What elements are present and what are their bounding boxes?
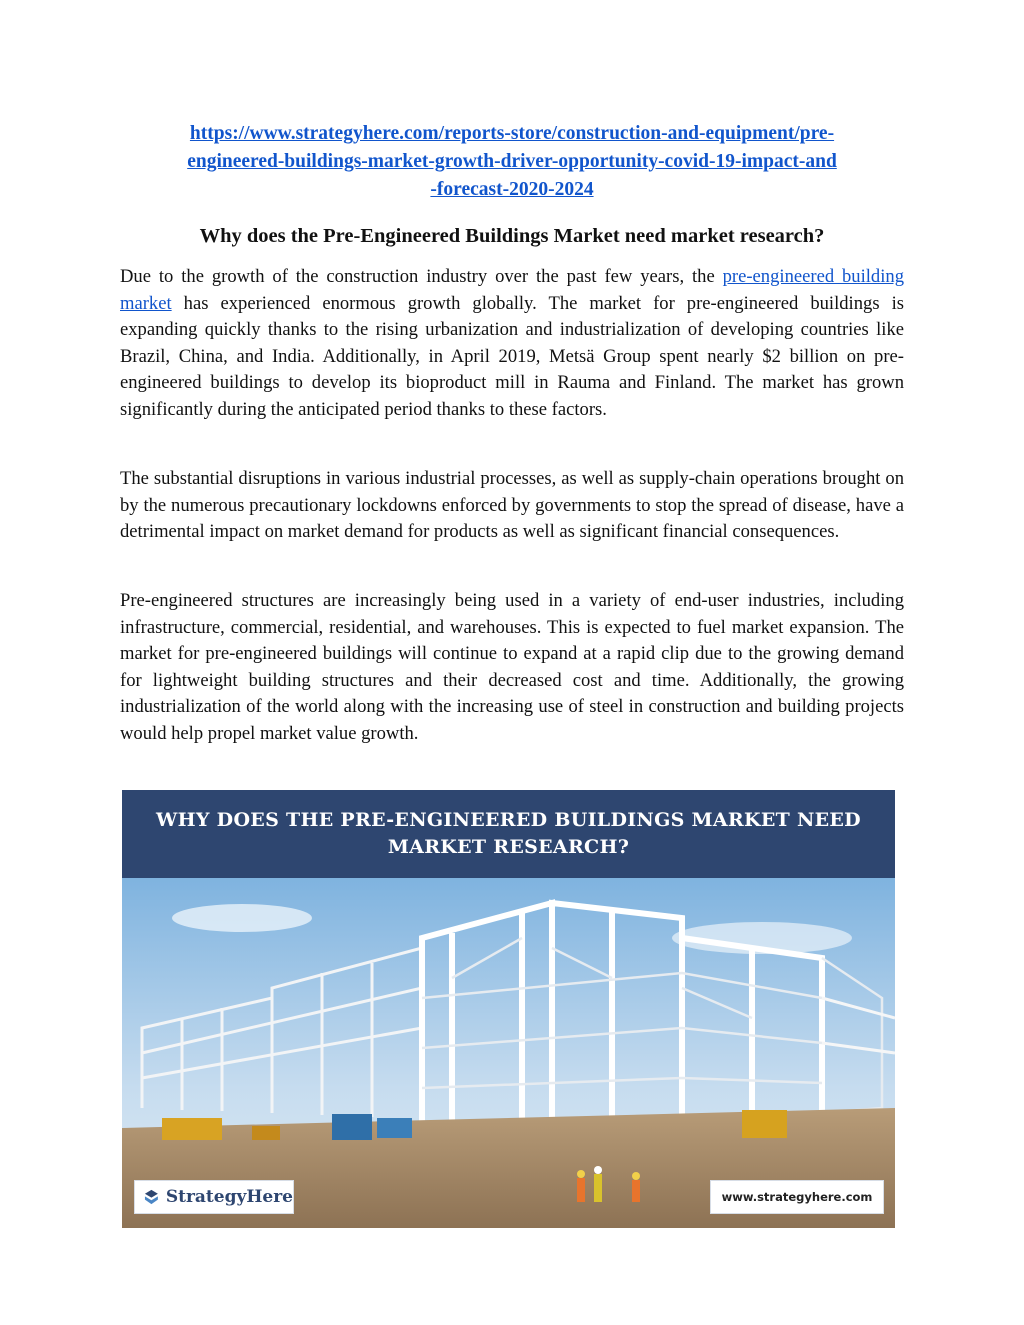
paragraph-expansion: Pre-engineered structures are increasingly being used in a variety of end-user industries, including infrastructure, commercial, residential, and warehouses. This is expected to fuel market expansion. The market for pre-engineered buildings will continue to expand at a rapid clip due to the growing demand for lightweight building structures and their decreased cost and time. Additionally, the growing industrialization of the world along with the increasing use of steel in construction and building projects would help propel market value growth. [120,590,904,744]
construction-site-photo [122,878,895,1228]
paragraph-disruptions: The substantial disruptions in various industrial processes, as well as supply-chain operations brought on by the numerous precautionary lockdowns enforced by governments to stop the spread of disease, have a detrimental impact on market demand for products as well as significant financial consequences. [120,468,904,543]
website-badge: www.strategyhere.com [710,1180,884,1214]
report-url-line-1[interactable]: https://www.strategyhere.com/reports-store/construction-and-equipment/pre- [189,123,835,144]
banner-header [122,790,895,878]
article-heading: Why does the Pre-Engineered Buildings Market need market research? [199,225,825,247]
report-url-line-2[interactable]: engineered-buildings-market-growth-driver-opportunity-covid-19-impact-and [187,151,837,172]
strategyhere-logo [134,1180,294,1214]
pre-engineered-building-market-link[interactable]: pre-engineered building market [120,266,904,314]
paragraph-intro-text-after: has experienced enormous growth globally. The market for pre-engineered buildings is expanding quickly thanks to the rising urbanization and industrialization of developing countries like Brazil, China, and India. Additionally, in April 2019, Metsä Group spent nearly $2 billion on pre-engineered buildings to develop its bioproduct mill in Rauma and Finland. The market has grown significantly during the anticipated period thanks to these factors. [120,292,904,420]
article-banner-image [122,790,895,1228]
banner-title: WHY DOES THE PRE-ENGINEERED BUILDINGS MARKET NEED MARKET RESEARCH? [156,809,861,858]
strategyhere-logo-icon [143,1184,160,1210]
paragraph-intro-text-before: Due to the growth of the construction industry over the past few years, the [120,266,723,287]
report-url-link[interactable] [120,120,904,204]
logo-text: StrategyHere [165,1187,293,1207]
paragraph-intro [120,264,904,424]
report-url-line-3[interactable]: -forecast-2020-2024 [430,179,594,200]
